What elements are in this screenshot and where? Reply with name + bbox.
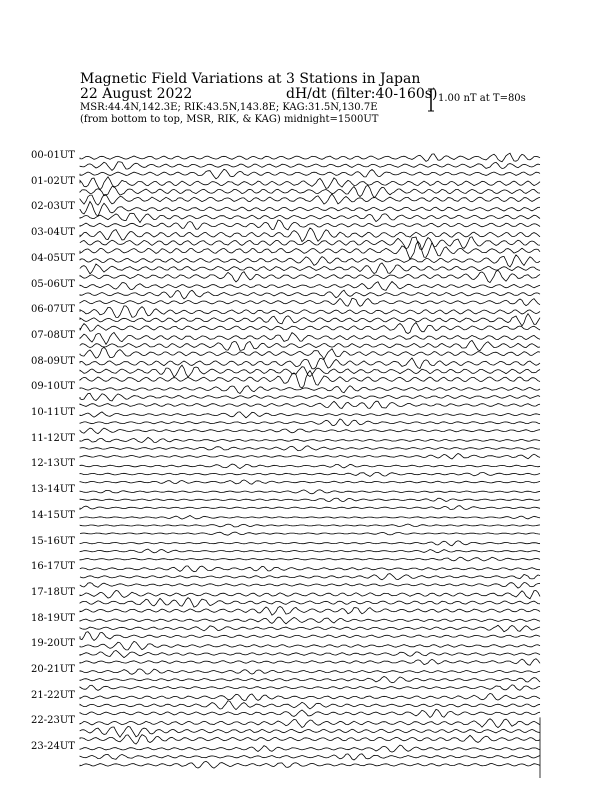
- trace-kag: [80, 490, 540, 494]
- trace-msr: [80, 298, 540, 306]
- trace-kag: [80, 386, 540, 394]
- row-label: 18-19UT: [31, 612, 75, 624]
- trace-kag: [80, 516, 540, 520]
- trace-kag: [80, 306, 540, 318]
- trace-msr: [80, 270, 540, 282]
- row-label: 10-11UT: [31, 407, 75, 418]
- chart-title: Magnetic Field Variations at 3 Stations in Japan: [80, 71, 421, 87]
- row-label: 17-18UT: [31, 586, 75, 598]
- trace-msr: [80, 607, 540, 616]
- trace-rik: [80, 650, 540, 657]
- trace-kag: [80, 464, 540, 468]
- trace-msr: [80, 583, 540, 589]
- row-label: 03-04UT: [31, 227, 75, 239]
- trace-rik: [80, 472, 540, 476]
- trace-msr: [80, 169, 540, 179]
- trace-kag: [80, 617, 540, 624]
- trace-kag: [80, 566, 540, 572]
- trace-rik: [80, 524, 540, 527]
- trace-rik: [80, 625, 540, 631]
- trace-kag: [80, 153, 540, 162]
- trace-kag: [80, 745, 540, 752]
- trace-msr: [80, 506, 540, 510]
- trace-kag: [80, 228, 540, 242]
- trace-kag: [80, 202, 540, 217]
- trace-rik: [80, 393, 540, 401]
- trace-kag: [80, 437, 540, 442]
- trace-msr: [80, 242, 540, 260]
- trace-msr: [80, 194, 540, 205]
- trace-kag: [80, 693, 540, 700]
- trace-msr: [80, 480, 540, 484]
- trace-rik: [80, 446, 540, 451]
- trace-kag: [80, 332, 540, 344]
- trace-rik: [80, 340, 540, 350]
- trace-rik: [80, 574, 540, 580]
- station-order-note: (from bottom to top, MSR, RIK, & KAG) midnight=1500UT: [80, 114, 379, 125]
- trace-msr: [80, 685, 540, 691]
- trace-kag: [80, 641, 540, 650]
- chart-date: 22 August 2022: [80, 86, 193, 102]
- row-label: 15-16UT: [31, 535, 75, 547]
- row-label: 02-03UT: [31, 201, 75, 213]
- row-label: 09-10UT: [31, 381, 75, 393]
- trace-rik: [80, 754, 540, 760]
- trace-msr: [80, 454, 540, 460]
- row-label: 16-17UT: [31, 561, 75, 573]
- station-coordinates: MSR:44.4N,142.3E; RIK:43.5N,143.8E; KAG:31.5N,130.7E: [80, 102, 378, 113]
- row-label: 08-09UT: [31, 355, 75, 367]
- trace-kag: [80, 255, 540, 267]
- trace-rik: [80, 677, 540, 683]
- trace-msr: [80, 347, 540, 359]
- row-label: 14-15UT: [31, 509, 75, 521]
- row-label: 06-07UT: [31, 304, 75, 316]
- trace-rik: [80, 263, 540, 274]
- row-label: 11-12UT: [31, 432, 75, 444]
- trace-rik: [80, 701, 540, 710]
- trace-msr: [80, 735, 540, 745]
- trace-rik: [80, 727, 540, 738]
- trace-msr: [80, 709, 540, 717]
- trace-rik: [80, 598, 540, 607]
- trace-msr: [80, 323, 540, 334]
- trace-msr: [80, 371, 540, 388]
- trace-kag: [80, 358, 540, 369]
- row-label: 01-02UT: [31, 175, 75, 187]
- trace-msr: [80, 401, 540, 408]
- trace-msr: [80, 761, 540, 768]
- filter-parameter: dH/dt (filter:40-160s): [286, 86, 438, 102]
- trace-rik: [80, 213, 540, 222]
- row-label: 07-08UT: [31, 329, 75, 341]
- row-label: 19-20UT: [31, 638, 75, 650]
- row-label: 05-06UT: [31, 278, 75, 290]
- scale-label: 1.00 nT at T=80s: [438, 93, 526, 104]
- trace-rik: [80, 419, 540, 426]
- row-label: 23-24UT: [31, 741, 75, 753]
- row-label: 04-05UT: [31, 252, 75, 264]
- trace-rik: [80, 290, 540, 299]
- trace-rik: [80, 549, 540, 553]
- trace-msr: [80, 632, 540, 641]
- trace-msr: [80, 428, 540, 434]
- trace-kag: [80, 669, 540, 674]
- trace-kag: [80, 591, 540, 599]
- trace-kag: [80, 282, 540, 291]
- trace-rik: [80, 498, 540, 501]
- row-label: 13-14UT: [31, 484, 75, 496]
- row-label: 00-01UT: [31, 150, 75, 161]
- row-label: 22-23UT: [31, 715, 75, 727]
- trace-kag: [80, 719, 540, 728]
- row-label: 12-13UT: [31, 458, 75, 470]
- trace-kag: [80, 412, 540, 418]
- trace-msr: [80, 557, 540, 561]
- trace-msr: [80, 532, 540, 535]
- trace-msr: [80, 659, 540, 666]
- trace-rik: [80, 185, 540, 197]
- row-label: 20-21UT: [31, 664, 75, 675]
- trace-kag: [80, 177, 540, 190]
- trace-kag: [80, 541, 540, 546]
- trace-rik: [80, 237, 540, 250]
- row-label: 21-22UT: [31, 689, 75, 701]
- trace-rik: [80, 162, 540, 171]
